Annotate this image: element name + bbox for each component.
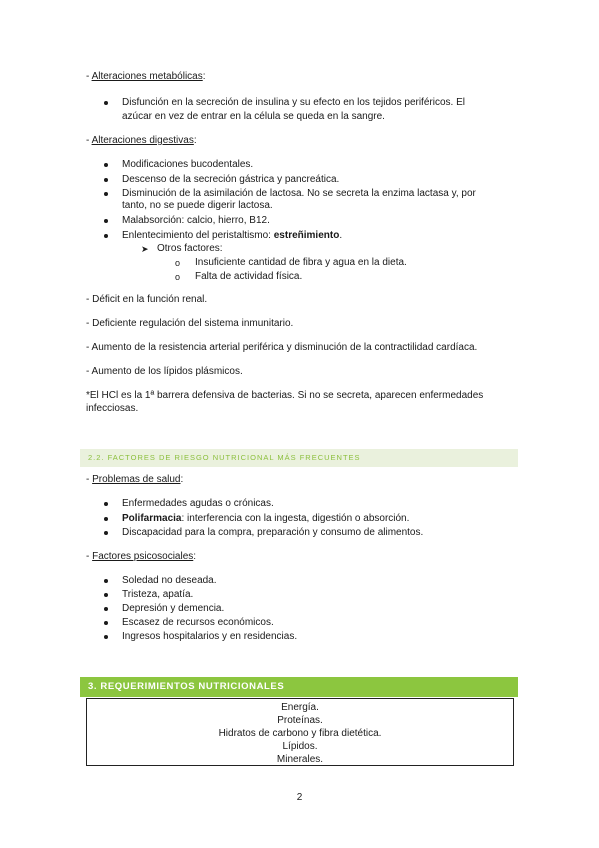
- note-line: infecciosas.: [86, 403, 139, 414]
- bullet-icon: [104, 502, 108, 506]
- requirement-item: Lípidos.: [282, 741, 318, 752]
- bullet-icon: [104, 101, 108, 105]
- psycho-heading: - Factores psicosociales:: [86, 551, 197, 562]
- circle-bullet-icon: o: [175, 272, 181, 282]
- section-3-header: [80, 677, 518, 697]
- bullet-icon: [104, 163, 108, 167]
- note-line: *El HCl es la 1ª barrera defensiva de bacterias. Si no se secreta, aparecen enfermedades: [86, 390, 484, 401]
- document-page: - Alteraciones metabólicas: Disfunción en la secreción de insulina y su efecto en los tejidos periféricos. El azúcar en vez de entrar en la célula se queda en la sangre. - Alteraciones digestivas: Modificaciones bucodentales. Descenso de la secreción gástrica y pancreática. Disminución de la asimilación de lactosa. No se secreta la enzima lactasa y, por tanto, no se puede digerir lactosa. Malabsorción: calcio, hierro, B12. Enlentecimiento del peristaltismo: estreñimiento. ➤ Otros factores: o Insuficiente cantidad de fibra y agua en la dieta. o Falta de actividad física. - Déficit en la función renal. - Deficiente regulación del sistema inmunitario. - Aumento de la resistencia arterial periférica y disminución de la contractilidad cardíaca. - Aumento de los lípidos plásmicos. *El HCl es la 1ª barrera defensiva de bacterias. Si no se secreta, aparecen enfermedades infecciosas. 2.2. FACTORES DE RIESGO NUTRICIONAL MÁS FRECUENTES - Problemas de salud: Enfermedades agudas o crónicas. Polifarmacia: interferencia con la ingesta, digestión o absorción. Discapacidad para la compra, preparación y consumo de alimentos. - Factores psicosociales: Soledad no deseada. Tristeza, apatía. Depresión y demencia. Escasez de recursos económicos. Ingresos hospitalarios y en residencias. 3. REQUERIMIENTOS NUTRICIONALES Energía. Proteínas. Hidratos de carbono y fibra dietética. Lípidos. Minerales. 2: [0, 0, 599, 848]
- bullet-icon: [104, 234, 108, 238]
- requirement-item: Energía.: [281, 702, 319, 713]
- requirement-item: Hidratos de carbono y fibra dietética.: [218, 728, 382, 739]
- bullet-icon: [104, 517, 108, 521]
- bullet-icon: [104, 621, 108, 625]
- bullet-icon: [104, 192, 108, 196]
- health-heading: - Problemas de salud:: [86, 474, 184, 485]
- digestive-heading: - Alteraciones digestivas:: [86, 135, 197, 146]
- metabolic-heading: - Alteraciones metabólicas:: [86, 71, 206, 82]
- arrow-right-icon: ➤: [141, 244, 149, 254]
- page-number: 2: [296, 792, 303, 803]
- requirement-item: Minerales.: [276, 754, 324, 765]
- paragraph: - Aumento de los lípidos plásmicos.: [86, 366, 243, 377]
- section-title: 2.2. FACTORES DE RIESGO NUTRICIONAL MÁS FRECUENTES: [88, 453, 361, 462]
- bullet-icon: [104, 593, 108, 597]
- bullet-icon: [104, 178, 108, 182]
- bullet-icon: [104, 579, 108, 583]
- requirement-item: Proteínas.: [277, 715, 323, 726]
- paragraph: - Déficit en la función renal.: [86, 294, 208, 305]
- paragraph: - Aumento de la resistencia arterial periférica y disminución de la contractilidad cardíaca.: [86, 342, 478, 353]
- paragraph: - Deficiente regulación del sistema inmunitario.: [86, 318, 294, 329]
- requirements-box: [86, 698, 514, 766]
- circle-bullet-icon: o: [175, 258, 181, 268]
- bullet-icon: [104, 531, 108, 535]
- section-title: 3. REQUERIMIENTOS NUTRICIONALES: [88, 681, 285, 692]
- section-2-2-header: [80, 449, 518, 467]
- bullet-icon: [104, 607, 108, 611]
- bullet-icon: [104, 219, 108, 223]
- bullet-icon: [104, 635, 108, 639]
